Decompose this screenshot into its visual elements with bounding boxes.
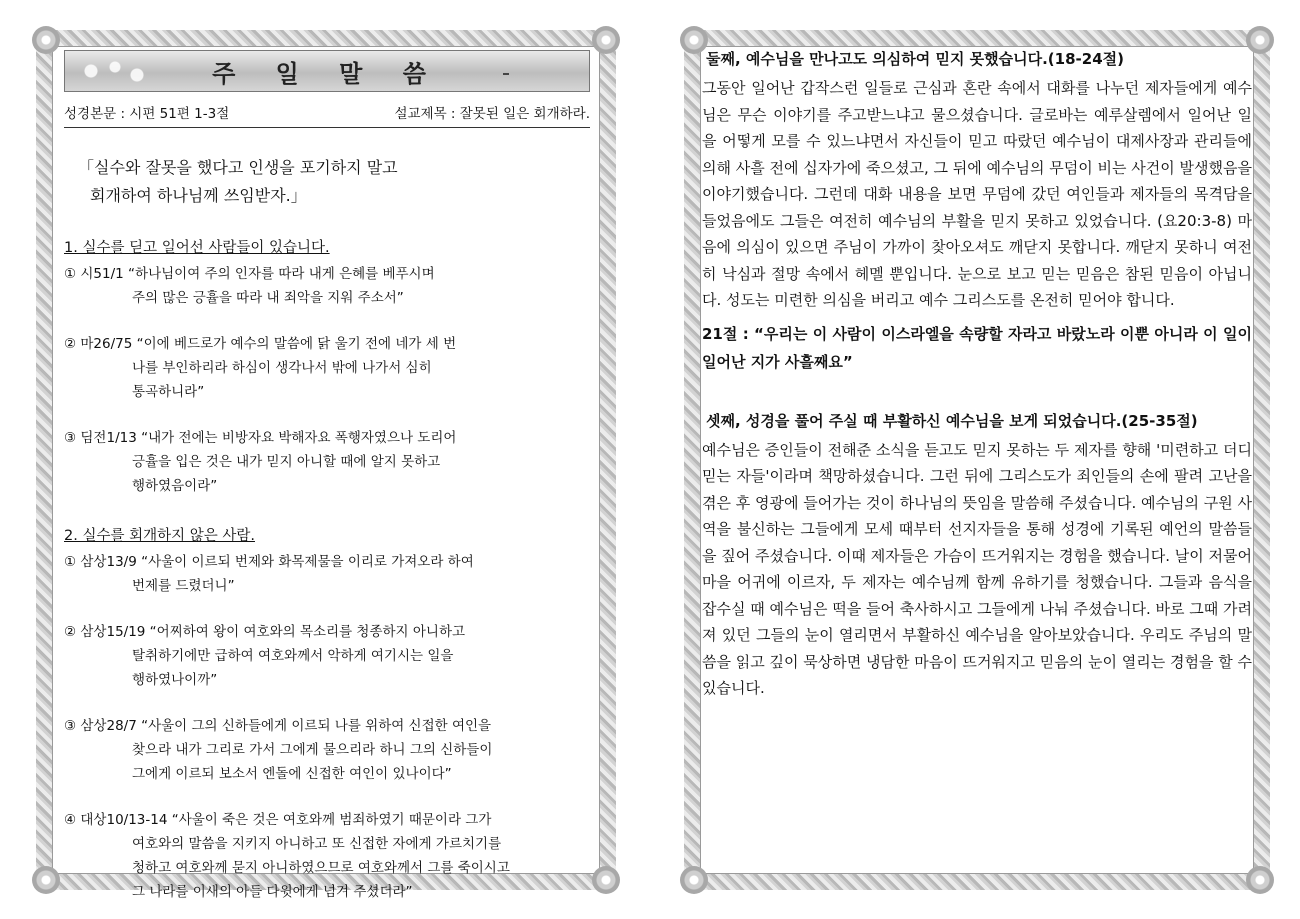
section-2-title: 2. 실수를 회개하지 않은 사람. [64,528,255,544]
corner-flower-icon [32,26,60,54]
verse-21-quote: 21절 : “우리는 이 사람이 이스라엘을 속량할 자라고 바랐노라 이뿐 아니라 이 일이 일어난 지가 사흘째요” [702,324,1252,371]
sermon-header [64,102,590,128]
corner-flower-icon [592,866,620,894]
daisy-decoration-icon [71,55,161,87]
section-1 [64,236,590,498]
corner-flower-icon [592,26,620,54]
list-item: ③ 딤전1/13 “내가 전에는 비방자요 박해자요 폭행자였으나 도리어 긍휼을 입은 것은 내가 믿지 아니할 때에 알지 못하고 행하였음이라” [64,430,457,494]
page-title: 주 일 말 씀 [212,59,442,88]
list-item: ④ 대상10/13-14 “사울이 죽은 것은 여호와께 범죄하였기 때문이라 그가 여호와의 말씀을 지키지 아니하고 또 신접한 자에게 가르치기를 청하고 여호와께 묻지 아니하였으므로 여호와께서 그를 죽이시고 그 나라를 이새의 아들 다윗에게 넘겨 주셨더라” [64,812,510,900]
section-1-title: 1. 실수를 딛고 일어선 사람들이 있습니다. [64,240,330,256]
title-banner [64,50,590,92]
corner-flower-icon [680,866,708,894]
list-item: ② 마26/75 “이에 베드로가 예수의 말씀에 닭 울기 전에 네가 세 번 나를 부인하리라 하심이 생각나서 밖에 나가서 심히 통곡하니라” [64,336,457,400]
left-page-content [64,50,590,904]
list-item: ③ 삼상28/7 “사울이 그의 신하들에게 이르되 나를 위하여 신접한 여인을 찾으라 내가 그리로 가서 그에게 물으리라 하니 그의 신하들이 그에게 이르되 보소서 엔돌에 신접한 여인이 있나이다” [64,718,493,782]
right-page-content [702,48,1252,702]
right-page [684,30,1270,890]
point-3 [702,410,1252,702]
corner-flower-icon [1246,866,1274,894]
corner-flower-icon [32,866,60,894]
section-2 [64,524,590,904]
point-3-heading: 셋째, 성경을 풀어 주실 때 부활하신 예수님을 보게 되었습니다.(25-35절) [706,411,1198,430]
sermon-theme: 「실수와 잘못을 했다고 인생을 포기하지 말고 회개하여 하나님께 쓰임받자.」 [78,158,398,205]
left-page [36,30,616,900]
scripture-reference: 성경본문 : 시편 51편 1-3절 [64,106,230,122]
point-2-heading: 둘째, 예수님을 만나고도 의심하여 믿지 못했습니다.(18-24절) [706,50,1124,68]
list-item: ① 삼상13/9 “사울이 이르되 번제와 화목제물을 이리로 가져오라 하여 번제를 드렸더니” [64,554,474,594]
point-3-body: 예수님은 증인들이 전해준 소식을 듣고도 믿지 못하는 두 제자를 향해 '미련하고 더디 믿는 자들'이라며 책망하셨습니다. 그런 뒤에 그리스도가 죄인들의 손에 팔려 고난을 겪은 후 영광에 들어가는 것이 하나님의 뜻임을 말씀해 주셨습니다. 예수님의 구원 사역을 불신하는 그들에게 모세 때부터 선지자들을 통해 성경에 기록된 예언의 말씀들을 짚어 주셨습니다. 이때 제자들은 가슴이 뜨거워지는 경험을 했습니다. 날이 저물어 마을 어귀에 이르자, 두 제자는 예수님께 함께 유하기를 청했습니다. 그들과 음식을 잡수실 때 예수님은 떡을 들어 축사하시고 그들에게 나눠 주셨습니다. 바로 그때 가려져 있던 그들의 눈이 열리면서 부활하신 예수님을 알아보았습니다. 우리도 주님의 말씀을 읽고 깊이 묵상하면 냉담한 마음이 뜨거워지고 믿음의 눈이 열리는 경험을 할 수 있습니다. [702,440,1252,697]
sermon-title: 설교제목 : 잘못된 일은 회개하라. [394,106,590,122]
list-item: ① 시51/1 “하나님이여 주의 인자를 따라 내게 은혜를 베푸시며 주의 많은 긍휼을 따라 내 죄악을 지워 주소서” [64,266,435,306]
list-item: ② 삼상15/19 “어찌하여 왕이 여호와의 목소리를 청종하지 아니하고 탈취하기에만 급하여 여호와께서 악하게 여기시는 일을 행하였나이까” [64,624,466,688]
point-2-body: 그동안 일어난 갑작스런 일들로 근심과 혼란 속에서 대화를 나누던 제자들에게 예수님은 무슨 이야기를 주고받느냐고 물으셨습니다. 글로바는 예루살렘에서 일어난 일을 어떻게 모를 수 있느냐면서 자신들이 믿고 따랐던 예수님이 대제사장과 관리들에 의해 사흘 전에 십자가에 죽으셨고, 그 뒤에 예수님의 무덤이 비는 사건이 발생했음을 이야기했습니다. 그런데 대화 내용을 보면 무덤에 갔던 여인들과 제자들의 목격담을 들었음에도 그들은 여전히 예수님의 부활을 믿지 못하고 있었습니다. (요20:3-8) 마음에 의심이 있으면 주님이 가까이 찾아오셔도 깨닫지 못합니다. 깨닫지 못하니 여전히 낙심과 절망 속에서 헤멜 뿐입니다. 눈으로 보고 믿는 믿음은 참된 믿음이 아닙니다. 성도는 미련한 의심을 버리고 예수 그리스도를 온전히 믿어야 합니다. [702,79,1252,309]
